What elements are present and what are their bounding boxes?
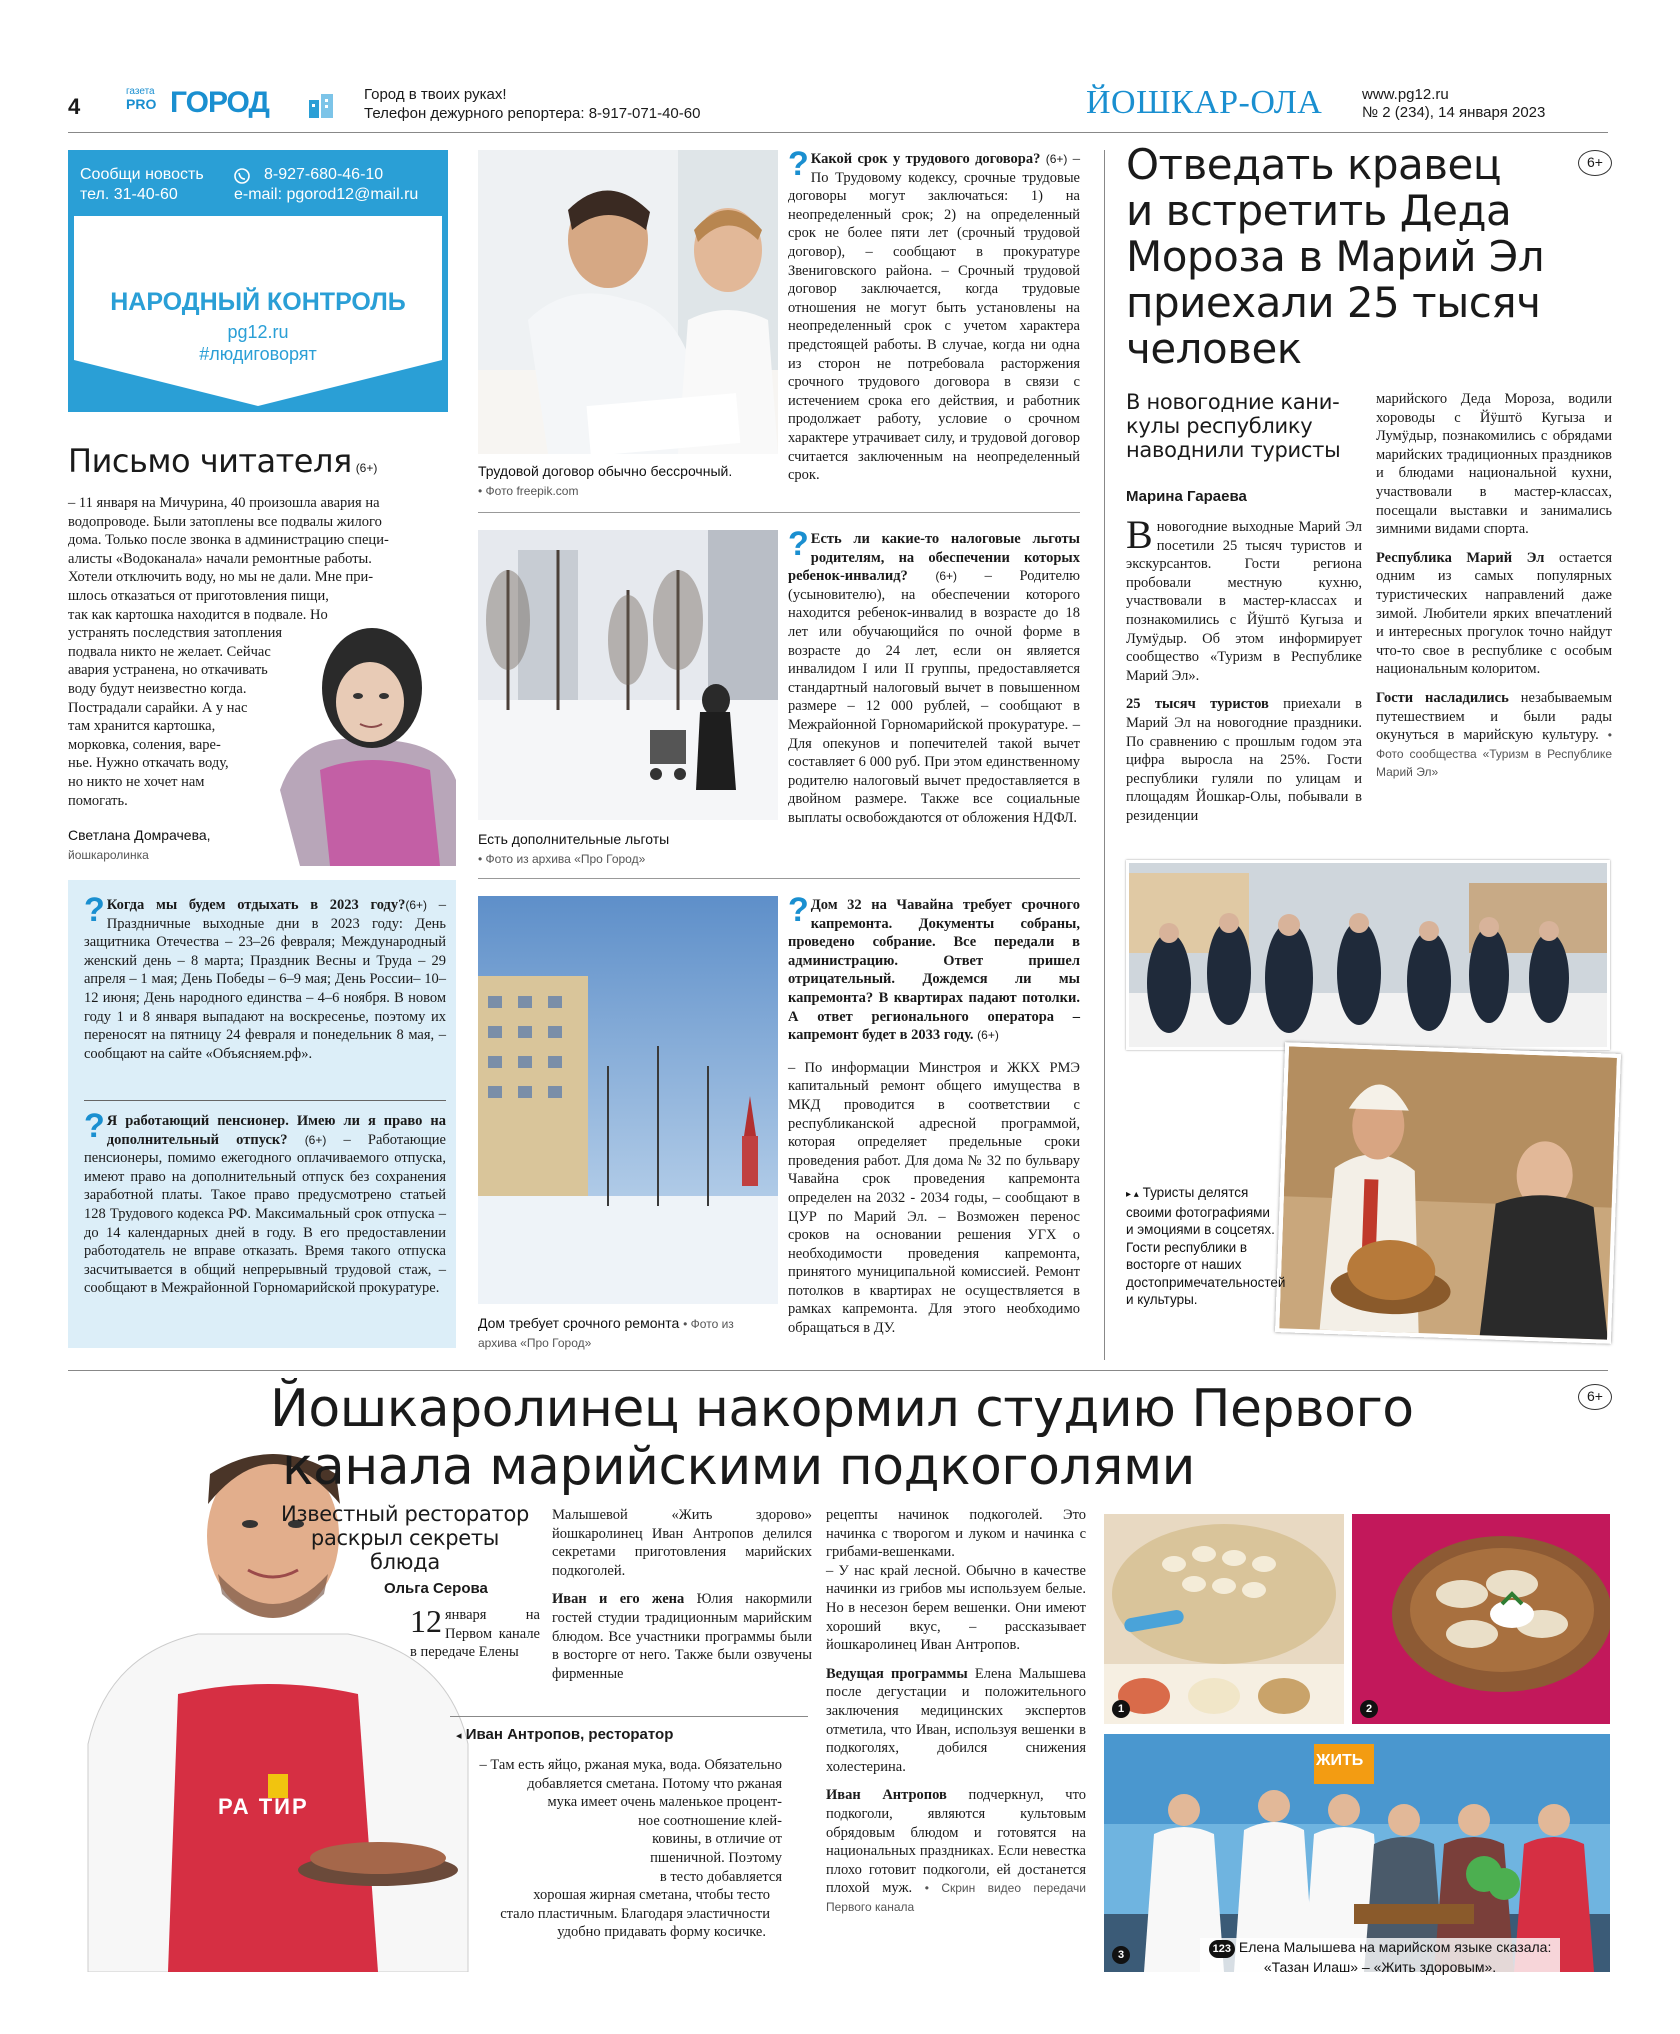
chef-author: Ольга Серова (384, 1580, 488, 1597)
letter-line: шлось отказаться от приготовления пищи, (68, 587, 329, 604)
letter-title-text: Письмо читателя (68, 442, 352, 480)
photo-caption: Есть дополнительные льготы (478, 831, 670, 847)
letter-line: устранять последствия затопления (68, 625, 283, 642)
letter-line: подвала никто не желает. Сейчас (68, 643, 271, 660)
photo-caption-wrap (478, 1314, 778, 1352)
letter-line: помогать. (68, 792, 128, 809)
qa-divider (478, 878, 1080, 879)
qa-question: Какой срок у трудового договора? (810, 151, 1041, 167)
logo (126, 86, 286, 122)
letter-author: Светлана Домрачева, (68, 827, 211, 843)
letter-line: морковка, соления, варе- (68, 736, 221, 753)
tourism-author: Марина Гараева (1126, 488, 1247, 505)
photo-numbers-badge: 123 (1209, 1940, 1235, 1958)
headline-line: канала марийскими подкоголями (282, 1437, 1195, 1497)
photo-credit: • Фото из (683, 1317, 734, 1331)
caption-line: Елена Малышева на марийском языке сказала: (1238, 1939, 1552, 1955)
qa-age: (6+) (935, 569, 958, 584)
whatsapp-icon (234, 168, 250, 184)
question-mark-icon: ? (788, 891, 809, 929)
photo-winter-park (478, 530, 778, 820)
letter-line: воду будут неизвестно когда. (68, 680, 247, 697)
chef-intro (410, 1603, 540, 1662)
contact-site[interactable]: pg12.ru (227, 322, 289, 342)
photo-caption: Трудовой договор обычно бессрочный. (478, 463, 733, 479)
column-rule (1104, 150, 1105, 1360)
quote-line: в тесто добавляется (659, 1868, 782, 1885)
qa-age: (6+) (405, 898, 428, 912)
letter-line: Хотели отключить воду, но мы не дали. Мне при- (68, 569, 374, 586)
paragraph: Малышевой «Жить здоровo» йошкаролинец Иван Антропов делился секретами приготовления марийских подкоголей. (552, 1507, 812, 1579)
photo-credit-2: архива «Про Город» (478, 1336, 592, 1350)
letter-line: водопроводе. Были затоплены все подвалы жилого (68, 513, 382, 530)
qa-mid-item (788, 891, 1080, 1338)
paragraph: остается одним из самых популярных туристических направлений даже зимой. Любители ярких впечатлений и интересных прогулок точно найдут что-то свое в республике с особым национальным колоритом. (1376, 549, 1612, 678)
qa-mid-item (788, 145, 1080, 485)
paragraph-lead: Иван Антропов (826, 1787, 947, 1804)
qa-answer: – Праздничные выходные дни в 2023 году: День защитника Отечества – 23–26 февраля; Международный женский день – 8 марта; Праздник Весны и Труда – 29 апреля – 1 мая; День Победы – 6–9 мая; День России– 10–12 июня; День народного единства – 4–6 ноября. В новом году 1 и 8 января выпадают на воскресенье, поэтому их переносят на пятницу 24 февраля и понедельник 8 мая, – сообщают на сайте «Объясняем.рф». (84, 897, 446, 1062)
photo-credit: • Фото из архива «Про Город» (478, 852, 646, 866)
photo-number-badge: 1 (1112, 1700, 1130, 1718)
photo-credit: • Скрин видео передачи Первого канала (826, 1881, 1086, 1914)
headline-line: Отведать кравец (1126, 140, 1501, 189)
paragraph-lead: 25 тысяч туристов (1126, 696, 1269, 713)
qa-answer: – Родителю (усыновителю), на обеспечении которого находится ребенок-инвалид в возрасте до 18 лет или обучающийся по очной форме в возрасте до 24 лет, если он является инвалидом I или II группы, предоставляется стандартный налоговый вычет в повышенном размере – 12 000 рублей, – сообщают в Межрайонной Горномарийской прокуратуре. – Для опекунов и попечителей такой вычет составляет 6 000 руб. При этом единственному родителю налоговый вычет предоставляется в двойном размере. Также все социальные выплаты освобождаются от обложения НДФЛ. (788, 568, 1081, 826)
tourism-photo-caption (1126, 1184, 1286, 1309)
quote-line: – Там есть яйцо, ржаная мука, вода. Обязательно (479, 1757, 782, 1773)
photo-caption: Дом требует срочного ремонта (478, 1315, 680, 1331)
letter-title (68, 442, 377, 480)
chef-col3 (826, 1506, 1086, 1916)
paragraph: рецепты начинок подкоголей. Это начинка с творогом и луком и начинка с грибами-вешенками. (826, 1507, 1086, 1561)
lead-line: блюда (370, 1550, 440, 1574)
letter-line: но никто не хочет нам (68, 773, 205, 790)
letter-line: так как картошка находится в подвале. Но (68, 606, 328, 623)
qa-left-item (84, 891, 446, 1063)
pointer-arrows-icon: ▸ ▴ (1126, 1189, 1139, 1200)
caption-line: «Тазан Илаш» – «Жить здоровым». (1263, 1959, 1497, 1975)
headline-line: Йошкаролинец накормил студию Первого (270, 1379, 1414, 1439)
logo-main: ГОРОД (170, 86, 269, 119)
quote-head-text: Иван Антропов, ресторатор (465, 1726, 674, 1743)
paragraph-lead: Республика Марий Эл (1376, 549, 1545, 566)
photo-dumplings (1352, 1514, 1610, 1724)
qa-answer: – Работающие пенсионеры, помимо ежегодного оплачиваемого отпуска, имеют право на дополнительный отпуск без сохранения заработной платы. Такое право предусмотрено статьей 128 Трудового кодекса РФ. Максимальный срок отпуска – до 14 календарных дней в году. В его предоставлении работодатель не вправе отказать. Время такого отпуска засчитывается в общий непрерывный трудовой стаж, – сообщают в Межрайонной Горномарийской прокуратуре. (84, 1131, 446, 1297)
photo-credit: • Фото сообщества «Туризм в Республике Марий Эл» (1376, 728, 1612, 780)
header-phone: Телефон дежурного репортера: 8-917-071-40-60 (364, 105, 701, 122)
qa-question: Когда мы будем отдыхать в 2023 году? (106, 897, 406, 913)
caption-text: Туристы делятся своими фотографиями и эмоциями в соцсетях. Гости республики в восторге от наших достопримечательностей и культуры. (1126, 1185, 1286, 1307)
paragraph: подчеркнул, что подкоголи, являются культовым обрядовым блюдом и готовятся на национальных праздниках. Если невестка плохо готовит подкоголи, ей достанется плохой муж. (826, 1787, 1086, 1897)
headline-line: Мороза в Марий Эл (1126, 232, 1545, 281)
contact-title: НАРОДНЫЙ КОНТРОЛЬ (110, 288, 406, 316)
quote-line: стало пластичным. Благодаря эластичности (500, 1905, 770, 1922)
qa-age: (6+) (977, 1028, 999, 1043)
letter-line: дома. Только после звонка в администрацию специ- (68, 532, 389, 549)
paragraph: приехали в Марий Эл на новогодние праздники. По сравнению с прошлым годом эта цифра выросла на 25%. Гости республики гуляли по улицам и площадям Йошкар-Олы, побывали в резиденции (1126, 696, 1363, 824)
quote-line: удобно придавать форму косичке. (557, 1924, 766, 1941)
question-mark-icon: ? (788, 525, 809, 563)
qa-answer: – По информации Минстроя и ЖКХ РМЭ капитальный ремонт общего имущества в МКД проводится в соответствии с республиканской адресной программой, которая определяет предельные сроки проведения работ. Для дома № 32 по бульвару Чавайна срок проведения капремонта определен на 2032 - 2034 годы, – сообщают в ЦУР по Марий Эл. – Возможен перенос сроков на основании решения УГХ о необходимости проведения капремонта, принятого муниципальной комиссией. Ремонт потолков в квартирах не осуществляется в рамках капремонта. Для этого необходимо обращаться в ДУ. (788, 1059, 1080, 1337)
drop-number: 12 (410, 1603, 442, 1639)
tourism-headline (1126, 142, 1546, 372)
question-mark-icon: ? (84, 1107, 105, 1145)
photo-winter-street (478, 896, 778, 1304)
contact-email[interactable]: e-mail: pgorod12@mail.ru (234, 186, 419, 203)
section-rule (68, 1370, 1608, 1371)
paragraph-lead: Гости насладились (1376, 689, 1509, 706)
issue-info: № 2 (234), 14 января 2023 (1362, 104, 1546, 121)
contact-phone-city[interactable]: тел. 31-40-60 (80, 186, 178, 203)
qa-age: (6+) (304, 1132, 327, 1147)
contact-banner (68, 150, 448, 412)
lead-line: наводнили туристы (1126, 438, 1341, 462)
letter-line: – 11 января на Мичурина, 40 произошла авария на (68, 495, 380, 511)
letter-line: Пострадали сарайки. А у нас (68, 699, 248, 716)
qa-question: Дом 32 на Чавайна требует срочного капремонта. Документы собраны, проведено собрание. Все передали в администрацию. Ответ пришел отрицательный. Дождемся ли мы капремонта? В квартирах падают потолки. А ответ регионального оператора – капремонт будет в 2033 году. (788, 897, 1080, 1044)
lead-line: Известный ресторатор (280, 1502, 530, 1526)
qa-divider (478, 512, 1080, 513)
letter-body (68, 494, 456, 810)
letter-line: алисты «Водоканала» начали ремонтные работы. (68, 550, 372, 567)
quote-arrow-icon: ◂ (456, 1730, 462, 1742)
qa-mid-item (788, 525, 1081, 828)
tourism-col2 (1376, 390, 1612, 782)
age-badge: 6+ (1578, 150, 1612, 176)
contact-prompt: Сообщи новость (80, 166, 204, 183)
age-badge: 6+ (1578, 1384, 1612, 1410)
quote-line: пшеничной. Поэтому (650, 1849, 782, 1866)
letter-line: авария устранена, но откачивать (68, 662, 268, 679)
quote-line: мука имеет очень маленькое процент- (547, 1794, 782, 1811)
question-mark-icon: ? (84, 891, 105, 929)
logo-pro: PRO (126, 96, 157, 112)
tourism-lead (1126, 390, 1340, 462)
qa-left-item (84, 1107, 446, 1298)
paragraph: Юлия накормили гостей студии традиционным марийским блюдом. Все участники программы были в восторге от него. Также были озвучены фирменные (552, 1591, 812, 1682)
chef-lead (270, 1502, 540, 1574)
chef-col2 (552, 1506, 812, 1683)
studio-sign: ЖИТЬ (1316, 1752, 1364, 1769)
photo-tourists-crowd (1126, 860, 1610, 1050)
photo-number-badge: 2 (1360, 1700, 1378, 1718)
city-name: ЙОШКАР-ОЛА (1086, 84, 1323, 121)
photo-studio (1104, 1734, 1610, 1972)
letter-author-sub: йошкаролинка (68, 848, 149, 862)
photo-dough (1104, 1514, 1344, 1724)
quote-line: ковины, в отличие от (652, 1831, 782, 1848)
tourism-col1 (1126, 512, 1363, 826)
studio-caption (1200, 1938, 1560, 1976)
paragraph: – У нас край лесной. Обычно в качестве начинки из грибов мы используем белые. Но в несезон берем вешенки. Они имеют хороший вкус, – рассказывает йошкаролинец Иван Антропов. (826, 1562, 1086, 1654)
lead-line: раскрыл секреты (310, 1526, 500, 1550)
paragraph: новогодние выходные Марий Эл посетили 25 тысяч туристов и экскурсантов. Гости региона пробовали местную кухню, участвовали в мастер-классах и познакомились с Йӱштӧ Кугыза и Лумӱдыр. Об этом информирует сообщество «Туризм в Республике Марий Эл». (1126, 519, 1362, 684)
quote-line: ное соотношение клей- (638, 1812, 782, 1829)
qa-answer: – По Трудовому кодексу, срочные трудовые договоры могут заключаться: 1) на неопределенный срок; 2) на определенный срок не более пяти лет (срочный трудовой договор), – сообщают в прокуратуре Звениговского района. – Срочный трудовой договор заключается, когда трудовые отношения не могут быть установлены на неопределенный срок с учетом характера предстоящей работы. В случае, когда ни одна из сторон не потребовала расторжения срочного трудового договора в связи с истечением срока его действия, и работник продолжает работу, условие о срочном характере утрачивает силу, и трудовой договор считается заключенным на неопределенный срок. (788, 151, 1080, 484)
photo-mari-costume (1275, 1042, 1621, 1344)
paragraph: марийского Деда Мороза, водили хороводы с Йӱштӧ Кугыза и Лумӱдыр, познакомились с обрядами марийских традиционных праздников и блюдами национальной кухни, участвовали в мастер-классах, посещали выставки и занимались зимними видами спорта. (1376, 391, 1612, 538)
lead-line: В новогодние кани- (1126, 390, 1340, 414)
contact-phone-mobile[interactable]: 8-927-680-46-10 (264, 166, 384, 183)
photo-contract (478, 150, 778, 454)
page-number: 4 (68, 94, 81, 119)
letter-line: нье. Нужно откачать воду, (68, 755, 229, 772)
letter-age: (6+) (355, 461, 378, 475)
paragraph: незабываемым путешествием и были рады окунуться в марийскую культуру. (1376, 689, 1613, 744)
quote-line: хорошая жирная сметана, чтобы тесто (533, 1887, 770, 1904)
lead-line: кулы республику (1126, 414, 1313, 438)
quote-line: добавляется сметана. Потому что ржаная (527, 1775, 782, 1792)
qa-left-divider (84, 1100, 446, 1101)
letter-line: там хранится картошка, (68, 718, 216, 735)
logo-small: газета (126, 86, 155, 97)
photo-credit: • Фото freepik.com (478, 484, 579, 498)
header-slogan: Город в твоих руках! (364, 86, 507, 103)
paragraph: Елена Малышева после дегустации и положительного заключения медицинских экспертов отметила, что Иван, используя вешенки в подкоголях, добился снижения холестерина. (826, 1665, 1086, 1775)
chef-headline (270, 1380, 1580, 1496)
site-url[interactable]: www.pg12.ru (1362, 86, 1449, 103)
qa-age: (6+) (1045, 152, 1068, 166)
header-rule (68, 132, 1608, 133)
contact-hashtag: #людиговорят (199, 344, 317, 364)
qa-question: Есть ли какие-то налоговые льготы родителям, на обеспечении которых ребенок-инвалид? (788, 531, 1080, 585)
paragraph-lead: Иван и его жена (552, 1591, 685, 1608)
quote-rule (450, 1716, 808, 1717)
headline-line: человек (1126, 324, 1302, 373)
paragraph-lead: Ведущая программы (826, 1665, 968, 1682)
chef-quote (440, 1756, 782, 1942)
apron-logo: РА ТИР (218, 1794, 309, 1819)
headline-line: и встретить Деда (1126, 186, 1512, 235)
headline-line: приехали 25 тысяч (1126, 278, 1541, 327)
paragraph: января на Первом канале в передаче Елены (410, 1607, 540, 1661)
quote-head (456, 1726, 673, 1743)
photo-number-badge: 3 (1112, 1946, 1130, 1964)
qa-question: Я работающий пенсионер. Имею ли я право на дополнительный отпуск? (106, 1113, 446, 1148)
logo-emblem-icon (306, 90, 336, 120)
drop-cap: В (1126, 512, 1153, 557)
question-mark-icon: ? (788, 145, 809, 183)
